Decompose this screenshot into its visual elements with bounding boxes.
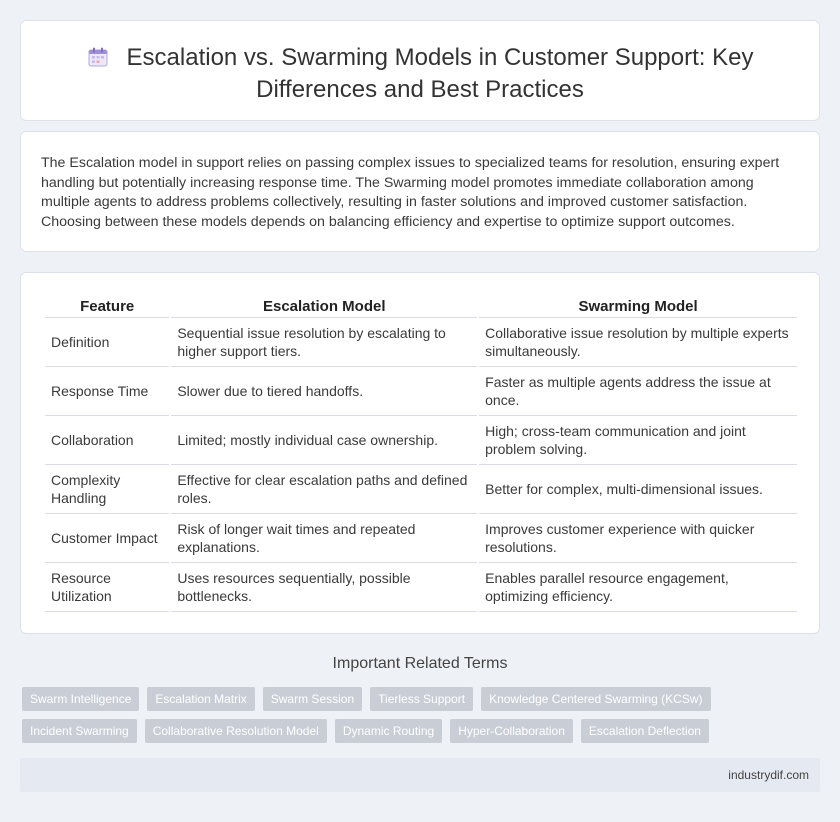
escalation-cell: Sequential issue resolution by escalating to higher support tiers.	[171, 318, 477, 367]
title-line-2: Differences and Best Practices	[256, 76, 584, 103]
tag-row	[22, 687, 812, 711]
tag[interactable]: Dynamic Routing	[335, 719, 442, 743]
header-swarming: Swarming Model	[479, 296, 797, 318]
title-line-1: Escalation vs. Swarming Models in Customer Support: Key	[126, 44, 754, 71]
tag[interactable]: Escalation Deflection	[581, 719, 709, 743]
table-header-row	[45, 296, 797, 318]
related-terms	[22, 687, 812, 751]
title-card	[20, 20, 820, 121]
tag-row	[22, 719, 812, 743]
tag[interactable]: Swarm Intelligence	[22, 687, 139, 711]
tag[interactable]: Swarm Session	[263, 687, 362, 711]
header-feature: Feature	[45, 296, 169, 318]
escalation-cell: Risk of longer wait times and repeated explanations.	[171, 514, 477, 563]
intro-card	[20, 131, 820, 252]
swarming-cell: Better for complex, multi-dimensional issues.	[479, 465, 797, 514]
calendar-icon	[87, 46, 109, 75]
footer	[20, 758, 820, 792]
page-title	[21, 43, 819, 104]
tag[interactable]: Escalation Matrix	[147, 687, 254, 711]
swarming-cell: Collaborative issue resolution by multiple experts simultaneously.	[479, 318, 797, 367]
footer-site[interactable]: industrydif.com	[728, 768, 809, 782]
swarming-cell: Enables parallel resource engagement, optimizing efficiency.	[479, 563, 797, 612]
tag[interactable]: Collaborative Resolution Model	[145, 719, 327, 743]
comparison-card	[20, 272, 820, 634]
table-row	[45, 318, 797, 367]
feature-cell: Collaboration	[45, 416, 169, 465]
swarming-cell: Faster as multiple agents address the issue at once.	[479, 367, 797, 416]
feature-cell: Complexity Handling	[45, 465, 169, 514]
table-row	[45, 465, 797, 514]
escalation-cell: Uses resources sequentially, possible bottlenecks.	[171, 563, 477, 612]
related-terms-title: Important Related Terms	[332, 655, 508, 672]
feature-cell: Definition	[45, 318, 169, 367]
table-row	[45, 416, 797, 465]
feature-cell: Response Time	[45, 367, 169, 416]
tag[interactable]: Tierless Support	[370, 687, 473, 711]
escalation-cell: Effective for clear escalation paths and defined roles.	[171, 465, 477, 514]
intro-paragraph: The Escalation model in support relies on passing complex issues to specialized teams for resolution, ensuring expert handling but potentially increasing response time. The Swarming model promotes immediate collaboration among multiple agents to address problems collectively, resulting in faster solutions and improved customer satisfaction. Choosing between these models depends on balancing efficiency and expertise to optimize support outcomes.	[41, 155, 780, 230]
tag[interactable]: Incident Swarming	[22, 719, 137, 743]
tag[interactable]: Hyper-Collaboration	[450, 719, 573, 743]
table-row	[45, 563, 797, 612]
swarming-cell: High; cross-team communication and joint problem solving.	[479, 416, 797, 465]
feature-cell: Customer Impact	[45, 514, 169, 563]
feature-cell: Resource Utilization	[45, 563, 169, 612]
escalation-cell: Limited; mostly individual case ownership.	[171, 416, 477, 465]
comparison-table	[43, 296, 799, 612]
table-row	[45, 514, 797, 563]
swarming-cell: Improves customer experience with quicker resolutions.	[479, 514, 797, 563]
table-row	[45, 367, 797, 416]
escalation-cell: Slower due to tiered handoffs.	[171, 367, 477, 416]
header-escalation: Escalation Model	[171, 296, 477, 318]
tag[interactable]: Knowledge Centered Swarming (KCSw)	[481, 687, 710, 711]
